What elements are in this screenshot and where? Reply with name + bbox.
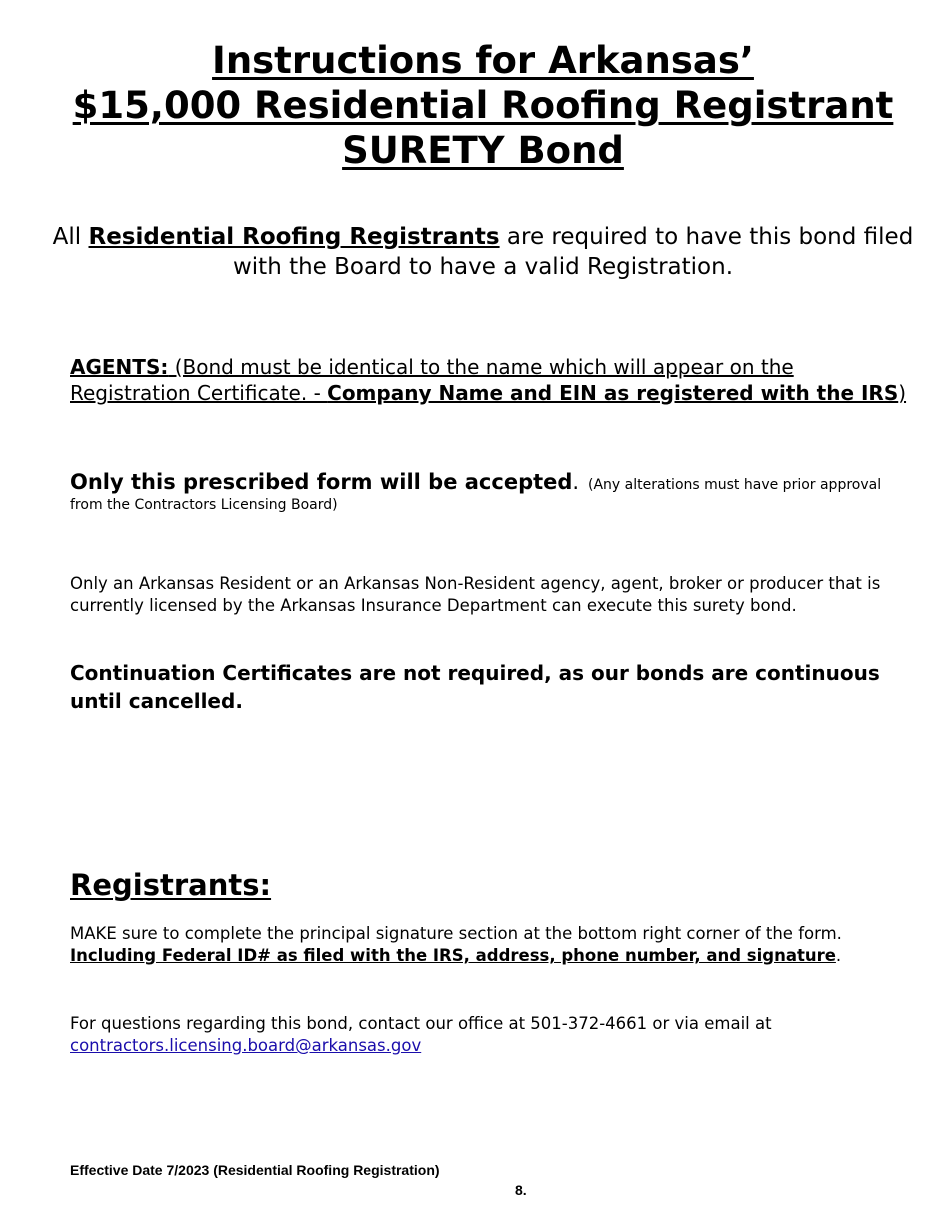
- intro-prefix: All: [52, 224, 89, 250]
- title-line-3: SURETY Bond: [342, 129, 624, 172]
- registrants-paragraph: [70, 923, 920, 967]
- resident-note: Only an Arkansas Resident or an Arkansas Non-Resident agency, agent, broker or producer that is currently licensed by the Arkansas Insurance Department can execute this surety bond.: [70, 574, 881, 615]
- agents-paragraph: [70, 354, 910, 406]
- intro-paragraph: [50, 222, 916, 282]
- registrants-period: .: [835, 946, 842, 965]
- email-link[interactable]: contractors.licensing.board@arkansas.gov: [70, 1036, 422, 1055]
- title-line-1: Instructions for Arkansas’: [212, 39, 754, 82]
- intro-emphasis: Residential Roofing Registrants: [88, 224, 500, 250]
- agents-close: ): [898, 381, 907, 405]
- continuation-note: Continuation Certificates are not required, as our bonds are continuous until cancelled.: [70, 661, 880, 713]
- prescribed-period: .: [572, 470, 580, 494]
- prescribed-emphasis: Only this prescribed form will be accepted: [70, 470, 573, 494]
- title-line-2: $15,000 Residential Roofing Registrant: [72, 84, 894, 127]
- effective-date-footer: Effective Date 7/2023 (Residential Roofing Registration): [70, 1162, 440, 1178]
- registrants-heading: Registrants:: [70, 868, 272, 902]
- agents-label: AGENTS:: [70, 355, 169, 379]
- contact-text: For questions regarding this bond, contact our office at 501-372-4661 or via email at: [70, 1014, 772, 1033]
- contact-paragraph: [70, 1013, 920, 1057]
- registrants-emphasis: Including Federal ID# as filed with the IRS, address, phone number, and signature: [70, 946, 836, 965]
- prescribed-form-paragraph: [70, 472, 910, 515]
- prescribed-note: (Any alterations must have prior approval from the Contractors Licensing Board): [70, 477, 882, 513]
- agents-text: (Bond must be identical to the name which will appear on the Registration Certificate. -: [70, 355, 794, 405]
- page-title: [40, 38, 926, 173]
- registrants-instruction: MAKE sure to complete the principal signature section at the bottom right corner of the form.: [70, 924, 842, 943]
- page-number: 8.: [515, 1182, 527, 1198]
- agents-emphasis: Company Name and EIN as registered with the IRS: [327, 381, 899, 405]
- intro-suffix: are required to have this bond filed with the Board to have a valid Registration.: [232, 224, 914, 280]
